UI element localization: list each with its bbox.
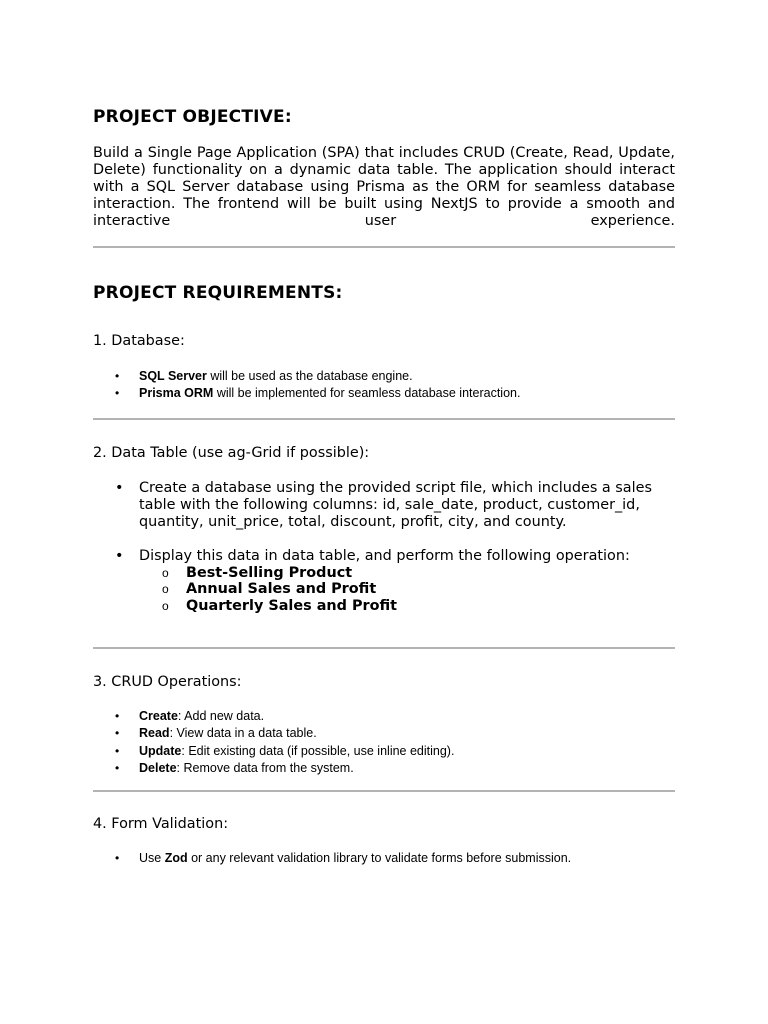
- bullet-icon: •: [115, 709, 120, 723]
- divider: [93, 647, 675, 649]
- database-list: [93, 368, 520, 403]
- bullet-icon: •: [115, 386, 120, 401]
- list-item: • Delete: Remove data from the system.: [93, 760, 454, 777]
- circle-bullet-icon: o: [162, 566, 169, 580]
- bullet-icon: •: [115, 743, 120, 758]
- validation-list: [93, 850, 571, 867]
- list-item: • Prisma ORM will be implemented for seamless database interaction.: [93, 385, 520, 402]
- list-item: • Read: View data in a data table.: [93, 725, 454, 742]
- list-item: • Create a database using the provided script file, which includes a sales table with the following columns: id, sale_date, product, customer_id, quantity, unit_price, total, discount, profit, city, and county.: [115, 480, 652, 530]
- operations-list: [139, 565, 675, 614]
- list-item: • Display this data in data table, and perform the following operation: o Best-Selling Product o Annual Sales and Profit o Quarterly Sales and Profit: [93, 548, 675, 614]
- divider: [93, 246, 675, 248]
- objective-paragraph: Build a Single Page Application (SPA) that includes CRUD (Create, Read, Update, Delete) functionality on a dynamic data table. The application should interact with a SQL Server database using Prisma as the ORM for seamless database interaction. The frontend will be built using NextJS to provide a smooth and interactive user experience.: [93, 145, 675, 229]
- validation-section-title: 4. Form Validation:: [93, 816, 229, 832]
- divider: [93, 418, 675, 420]
- crud-section-title: 3. CRUD Operations:: [93, 674, 242, 690]
- list-item: • Use Zod or any relevant validation library to validate forms before submission.: [93, 850, 571, 867]
- circle-bullet-icon: o: [162, 582, 169, 597]
- sub-list-item: o Quarterly Sales and Profit: [162, 597, 398, 614]
- circle-bullet-icon: o: [162, 598, 169, 613]
- sub-list-item: o Annual Sales and Profit: [162, 581, 377, 598]
- database-section-title: 1. Database:: [93, 333, 185, 349]
- data-table-section-title: 2. Data Table (use ag-Grid if possible):: [93, 445, 370, 461]
- requirements-heading: PROJECT REQUIREMENTS:: [93, 283, 343, 303]
- crud-list: [93, 708, 454, 777]
- objective-heading: PROJECT OBJECTIVE:: [93, 107, 292, 127]
- list-item: • Create: Add new data.: [93, 708, 454, 725]
- bullet-icon: •: [115, 480, 124, 496]
- bullet-icon: •: [115, 548, 124, 564]
- list-item: • Update: Edit existing data (if possible, use inline editing).: [93, 743, 454, 760]
- list-item: • SQL Server will be used as the database engine.: [93, 368, 520, 385]
- sub-list-item: o Best-Selling Product: [162, 565, 353, 581]
- data-table-list: [93, 480, 675, 614]
- bullet-icon: •: [115, 369, 120, 383]
- bullet-icon: •: [115, 760, 120, 775]
- bullet-icon: •: [115, 726, 120, 741]
- bullet-icon: •: [115, 851, 120, 865]
- divider: [93, 790, 675, 792]
